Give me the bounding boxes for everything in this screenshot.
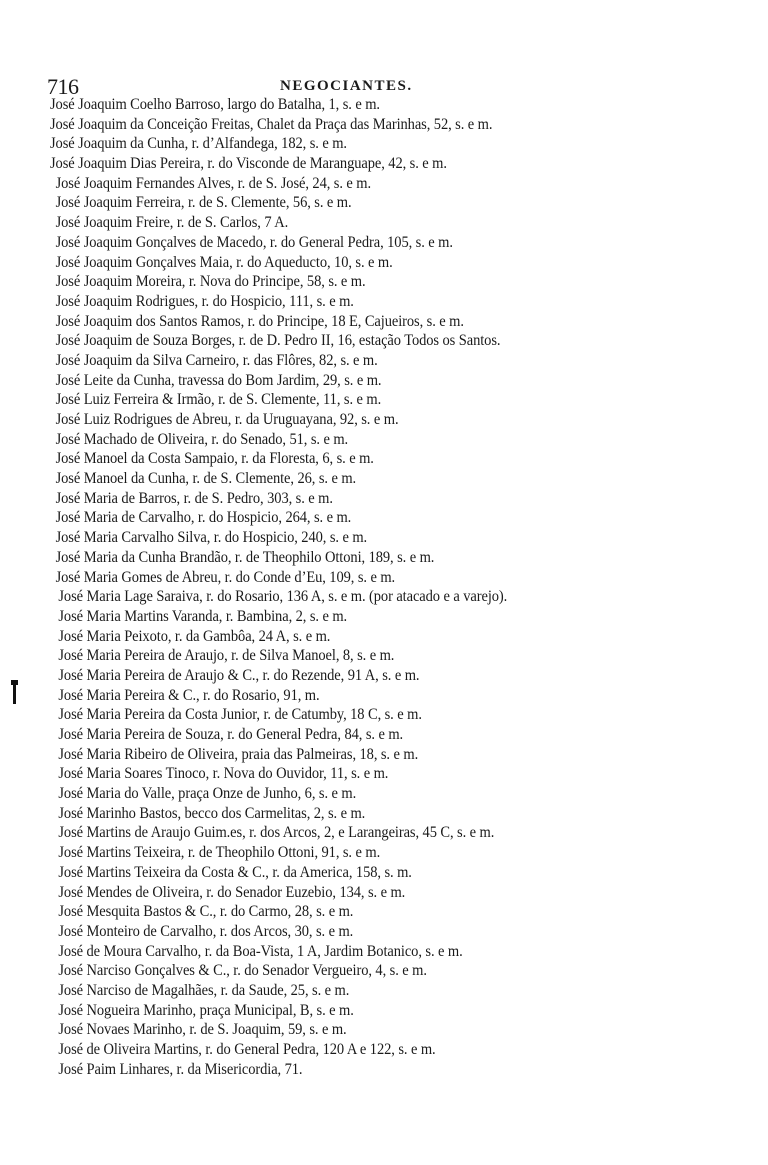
directory-entry: José Novaes Marinho, r. de S. Joaquim, 59, s. e m.: [58, 1021, 347, 1039]
directory-entry: José Joaquim Coelho Barroso, largo do Batalha, 1, s. e m.: [50, 96, 380, 113]
directory-entry: José Maria de Barros, r. de S. Pedro, 303, s. e m.: [55, 489, 333, 507]
directory-entry: José de Oliveira Martins, r. do General Pedra, 120 A e 122, s. e m.: [58, 1041, 436, 1058]
directory-entry: José Joaquim dos Santos Ramos, r. do Principe, 18 E, Cajueiros, s. e m.: [55, 312, 464, 330]
directory-entry: José Manoel da Costa Sampaio, r. da Floresta, 6, s. e m.: [55, 450, 374, 468]
directory-entry: José Maria Pereira de Araujo & C., r. do Rezende, 91 A, s. e m.: [58, 666, 420, 684]
directory-entry: José Maria Pereira & C., r. do Rosario, 91, m.: [58, 686, 320, 704]
directory-entry: José Maria do Valle, praça Onze de Junho, 6, s. e m.: [58, 785, 357, 803]
directory-entry: José Monteiro de Carvalho, r. dos Arcos, 30, s. e m.: [58, 922, 354, 940]
page-number: 716: [47, 74, 79, 99]
directory-entry: José Joaquim da Silva Carneiro, r. das Flôres, 82, s. e m.: [55, 351, 378, 369]
directory-entry: José Narciso de Magalhães, r. da Saude, 25, s. e m.: [58, 981, 350, 999]
directory-entry: José Maria Soares Tinoco, r. Nova do Ouvidor, 11, s. e m.: [58, 765, 389, 783]
directory-entry: José Machado de Oliveira, r. do Senado, 51, s. e m.: [55, 430, 349, 448]
directory-entry: José Maria da Cunha Brandão, r. de Theophilo Ottoni, 189, s. e m.: [55, 548, 435, 566]
directory-entry: José Joaquim Gonçalves de Macedo, r. do General Pedra, 105, s. e m.: [55, 233, 453, 251]
directory-entry: José Maria Martins Varanda, r. Bambina, 2, s. e m.: [58, 607, 348, 625]
directory-entry: José Mesquita Bastos & C., r. do Carmo, 28, s. e m.: [58, 903, 354, 921]
directory-entry: José Maria Peixoto, r. da Gambôa, 24 A, s. e m.: [58, 627, 331, 645]
directory-entry: José Joaquim Freire, r. de S. Carlos, 7 A.: [55, 214, 289, 232]
directory-entry: José Joaquim da Cunha, r. d’Alfandega, 182, s. e m.: [50, 135, 347, 153]
directory-entries: [50, 95, 765, 1079]
margin-mark: [13, 680, 16, 704]
directory-entry: José Maria Gomes de Abreu, r. do Conde d’Eu, 109, s. e m.: [55, 568, 396, 586]
directory-entry: José Manoel da Cunha, r. de S. Clemente, 26, s. e m.: [55, 470, 357, 488]
directory-entry: José Narciso Gonçalves & C., r. do Senador Vergueiro, 4, s. e m.: [58, 962, 427, 980]
directory-entry: José Maria Pereira da Costa Junior, r. de Catumby, 18 C, s. e m.: [58, 706, 422, 724]
directory-entry: José de Moura Carvalho, r. da Boa-Vista, 1 A, Jardim Botanico, s. e m.: [58, 942, 463, 960]
directory-entry: José Joaquim Gonçalves Maia, r. do Aqueducto, 10, s. e m.: [55, 253, 393, 271]
directory-entry: José Martins Teixeira da Costa & C., r. da America, 158, s. m.: [58, 863, 412, 881]
directory-entry: José Luiz Ferreira & Irmão, r. de S. Clemente, 11, s. e m.: [55, 391, 382, 409]
directory-entry: José Maria Pereira de Araujo, r. de Silva Manoel, 8, s. e m.: [58, 647, 395, 665]
directory-entry: José Marinho Bastos, becco dos Carmelitas, 2, s. e m.: [58, 804, 366, 822]
directory-entry: José Joaquim Moreira, r. Nova do Principe, 58, s. e m.: [55, 273, 366, 291]
directory-entry: José Martins Teixeira, r. de Theophilo Ottoni, 91, s. e m.: [58, 844, 381, 862]
directory-entry: José Joaquim da Conceição Freitas, Chalet da Praça das Marinhas, 52, s. e m.: [50, 115, 493, 133]
directory-entry: José Mendes de Oliveira, r. do Senador Euzebio, 134, s. e m.: [58, 883, 406, 901]
directory-entry: José Joaquim Fernandes Alves, r. de S. José, 24, s. e m.: [55, 174, 372, 192]
directory-entry: José Luiz Rodrigues de Abreu, r. da Uruguayana, 92, s. e m.: [55, 411, 399, 428]
directory-entry: José Joaquim Ferreira, r. de S. Clemente, 56, s. e m.: [55, 194, 352, 212]
directory-entry: José Maria Pereira de Souza, r. do General Pedra, 84, s. e m.: [58, 726, 404, 743]
directory-entry: José Maria Carvalho Silva, r. do Hospicio, 240, s. e m.: [55, 529, 368, 547]
directory-entry: José Maria Lage Saraiva, r. do Rosario, 136 A, s. e m. (por atacado e a varejo).: [58, 588, 508, 606]
directory-entry: José Paim Linhares, r. da Misericordia, 71.: [58, 1060, 303, 1078]
directory-entry: José Leite da Cunha, travessa do Bom Jardim, 29, s. e m.: [55, 371, 382, 389]
directory-entry: José Martins de Araujo Guim.es, r. dos Arcos, 2, e Larangeiras, 45 C, s. e m.: [58, 824, 495, 842]
directory-entry: José Nogueira Marinho, praça Municipal, B, s. e m.: [58, 1001, 354, 1019]
directory-entry: José Maria de Carvalho, r. do Hospicio, 264, s. e m.: [55, 509, 352, 527]
directory-entry: José Joaquim de Souza Borges, r. de D. Pedro II, 16, estação Todos os Santos.: [55, 332, 501, 350]
directory-entry: José Joaquim Rodrigues, r. do Hospicio, 111, s. e m.: [55, 292, 354, 310]
directory-entry: José Maria Ribeiro de Oliveira, praia das Palmeiras, 18, s. e m.: [58, 745, 419, 763]
directory-entry: José Joaquim Dias Pereira, r. do Visconde de Maranguape, 42, s. e m.: [50, 155, 447, 173]
running-head: NEGOCIANTES.: [280, 78, 413, 94]
